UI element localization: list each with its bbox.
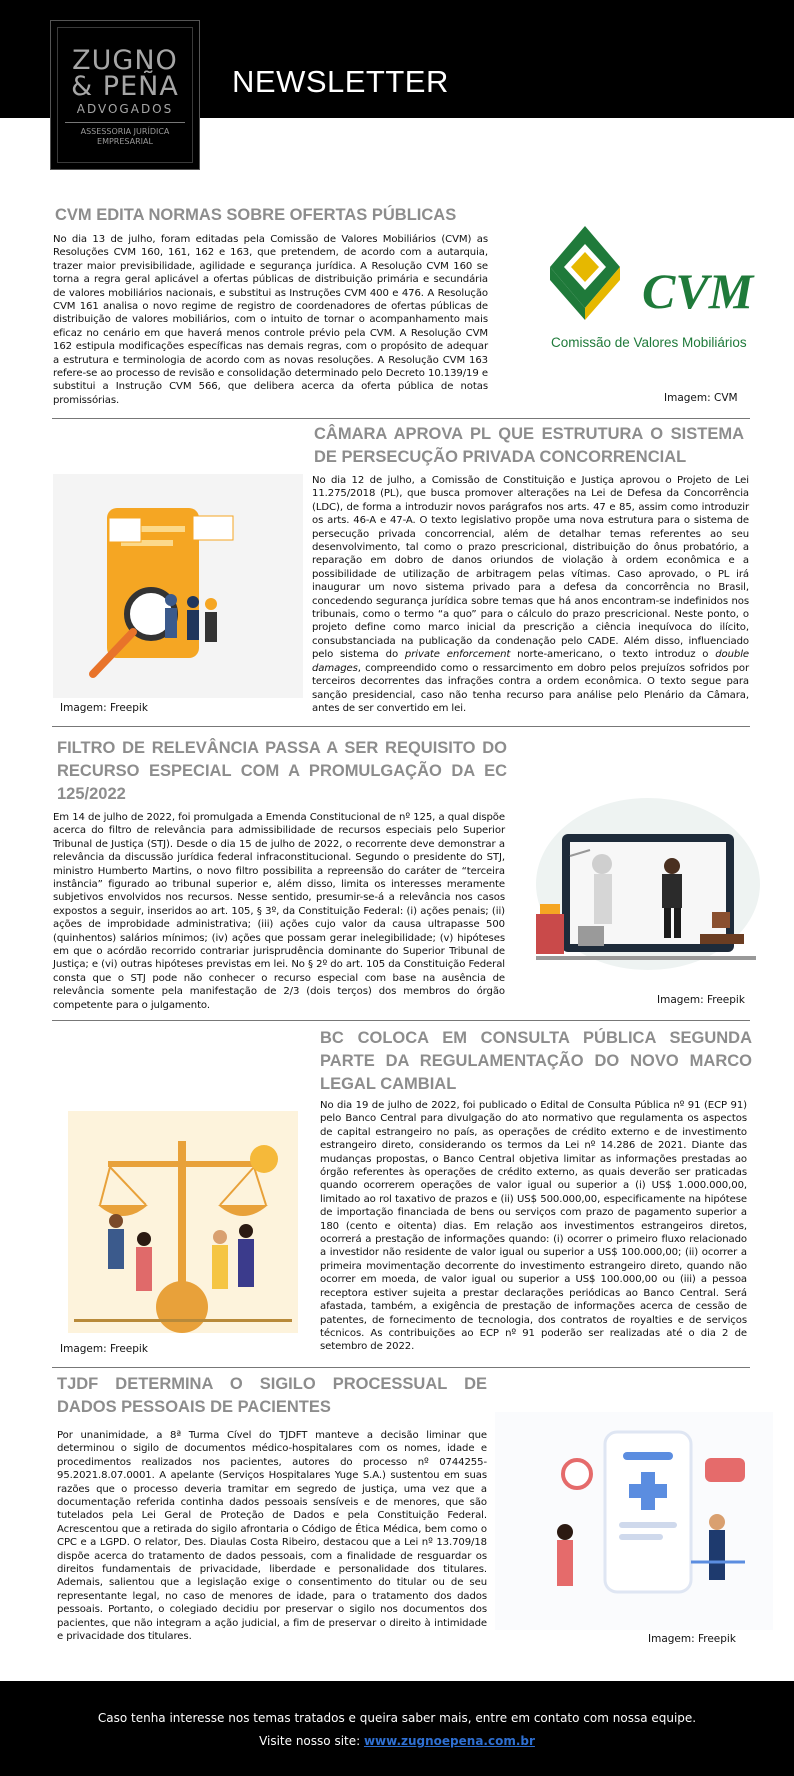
article-3-caption: Imagem: Freepik (657, 994, 745, 1006)
article-3-body: Em 14 de julho de 2022, foi promulgada a Emenda Constitucional de nº 125, a qual dispõe acerca do filtro de relevância para admissibilidade de recursos especiais pelo Superior Tribunal de Justiça (STJ). Desde o dia 15 de julho de 2022, o recorrente deve demonstrar a relevância da discussão jurídica federal infraconstitucional. Segundo o presidente do STJ, ministro Humberto Martins, o novo filtro possibilita a repreensão do caráter de “terceira instância” figurado ao tribunal superior e, além disso, limita os interesses meramente subjetivos envolvidos nos recursos. Nesse sentido, presumir-se-á a relevância nos casos expostos a seguir, inseridos ao art. 105, § 3º, da Constituição Federal: (i) ações penais; (ii) ações de improbidade administrativa; (iii) ações cujo valor da causa ultrapasse 500 (quinhentos) salários mínimos; (iv) ações que possam gerar inelegibilidade; (v) hipóteses em que o acórdão recorrido contrariar jurisprudência dominante do Superior Tribunal de Justiça; e (vi) outras hipóteses previstas em lei. No § 2º do art. 105 da Constituição Federal consta que o STJ pode não conhecer o recurso especial com base na ausência de relevância somente pela manifestação de 2/3 (dois terços) dos membros do órgão competente para o julgamento. (53, 812, 505, 1011)
footer-contact-text: Caso tenha interesse nos temas tratados e queira saber mais, entre em contato com nossa equipe. (97, 1711, 697, 1725)
article-1-caption: Imagem: CVM (664, 392, 738, 404)
article-1-title: CVM EDITA NORMAS SOBRE OFERTAS PÚBLICAS (55, 206, 457, 224)
article-2-body: No dia 12 de julho, a Comissão de Constituição e Justiça aprovou o Projeto de Lei 11.275/2018 (PL), que busca promover alterações na Lei de Defesa da Concorrência (LDC), de forma a introduzir novos parágrafos nos arts. 47 e 85, assim como introduzir os arts. 46-A e 47-A. O texto legislativo propõe uma nova estrutura para o sistema de persecução privada concorrencial, além de detalhar temas referentes ao seu desenvolvimento, tal como o prazo prescricional, distribuição do ônus probatório, a reparação em dobro de danos oriundos de violação à ordem econômica e a possibilidade de utilização de arbitragem pelas vítimas. Caso aprovado, o PL irá inaugurar um novo sistema privado para a defesa da concorrência no Brasil, concedendo segurança jurídica sobre temas que há anos encontram-se indefinidos nos tribunais, como o termo “a quo” para o cálculo do prazo prescricional. Neste ponto, o projeto define como marco inicial da prescrição a ciência inequívoca do ilícito, consubstanciada na publicação da condenação pelo CADE. Além disso, influenciado pelo sistema do private enforcement norte-americano, o texto introduz o double damages, compreendido como o ressarcimento em dobro pelos prejuízos sofridos por terceiros decorrentes das infrações contra a ordem econômica. O texto segue para sanção presidencial, caso não tenha recurso para análise pelo Plenário da Câmara, antes de ser convertido em lei. (312, 475, 750, 714)
medical-data-illustration (495, 1412, 773, 1630)
divider (52, 1020, 750, 1021)
article-2-title: CÂMARA APROVA PL QUE ESTRUTURA O SISTEMA DE PERSECUÇÃO PRIVADA CONCORRENCIAL (314, 425, 744, 466)
logo-tagline: ASSESSORIA JURÍDICA EMPRESARIAL (80, 127, 170, 146)
article-5-caption: Imagem: Freepik (648, 1633, 736, 1645)
divider (52, 1367, 750, 1368)
article-1-body: No dia 13 de julho, foram editadas pela Comissão de Valores Mobiliários (CVM) as Resoluções CVM 160, 161, 162 e 163, que pretendem, de acordo com a autarquia, trazer maior previsibilidade, agilidade e segurança jurídica. A Resolução CVM 160 se torna a regra geral aplicável a ofertas públicas de distribuição primária e secundária de valores mobiliários nacionais, e substitui as Instruções CVM 400 e 476. A Resolução CVM 161 analisa o novo regime de registro de coordenadores de ofertas públicas de distribuição de valores mobiliários, com o intuito de tornar o acompanhamento mais eficaz no cenário em que haverá menos controle prévio pela CVM. A Resolução CVM 162 estipula modificações específicas nas demais regras, com o propósito de adequar a estrutura e terminologia de acordo com as novas resoluções. A Resolução CVM 163 refere-se ao processo de revisão e consolidação determinado pelo Decreto 10.139/19 e substitui a Instrução CVM 566, que delibera acerca da oferta pública de notas promissórias. (53, 234, 488, 406)
svg-text:CVM: CVM (642, 263, 754, 319)
article-3-title: FILTRO DE RELEVÂNCIA PASSA A SER REQUISITO DO RECURSO ESPECIAL COM A PROMULGAÇÃO DA EC 125/2022 (57, 739, 507, 803)
footer-site-line: Visite nosso site: www.zugnoepena.com.br (259, 1734, 535, 1748)
logo-text-line2: & PEÑA (71, 71, 179, 102)
article-4-body: No dia 19 de julho de 2022, foi publicado o Edital de Consulta Pública nº 91 (ECP 91) pelo Banco Central para divulgação do ato normativo que regulamenta os aspectos de capital estrangeiro no país, as operações de crédito externo e de investimento estrangeiro direto, considerando os termos da Lei nº 14.286 de 2021. Diante das mudanças propostas, o Banco Central objetiva limitar as informações prestadas ao órgão referentes às operações de crédito externo, as quais deverão ser praticadas quando ocorrerem operações de valor igual ou superior a (i) US$ 1.000.000,00, limitado ao rol taxativo de prazos e (ii) US$ 500.000,00, especificamente na hipótese de importação financiada de bens ou serviços com prazo de pagamento superior a 180 (cento e oitenta) dias. Em relação aos investimentos estrangeiros diretos, ocorrerá a prestação de informações quando: (i) ocorrer o primeiro fluxo relacionado a investidor não residente de valor igual ou superior a US$ 100.000,00; (ii) ocorrer a primeira movimentação decorrente do investimento estrangeiro direto, quando não ocorrer em moeda, de valor igual ou superior a US$ 100.000,00 ou (iii) a pessoa receptora estiver sujeita a prestar declarações periódicas ao Banco Central. Será afastada, também, a exigência de prestação de informações acerca de cessão de patentes, de fornecimento de tecnologia, dos contratos de royalties e de serviços técnicos. As contribuições ao ECP nº 91 poderão ser realizadas até o dia 2 de setembro de 2022. (320, 1100, 747, 1353)
article-5-body: Por unanimidade, a 8ª Turma Cível do TJDFT manteve a decisão liminar que determinou o sigilo de documentos médico-hospitalares com os nomes, idade e procedimentos realizados nos pacientes, autores do processo nº 0744255-95.2021.8.07.0001. A apelante (Serviços Hospitalares Yuge S.A.) sustentou em suas razões que o processo deveria tramitar em segredo de justiça, uma vez que a documentação referida continha dados pessoais sensíveis e de menores, que são tutelados pela Lei Geral de Proteção de Dados e pela Constituição Federal. Acrescentou que a retirada do sigilo afrontaria o Código de Ética Médica, bem como o CPC e a LGPD. O relator, Des. Diaulas Costa Ribeiro, destacou que a Lei nº 13.709/18 dispõe acerca do tratamento de dados pessoais, com a finalidade de resguardar os direitos fundamentais de privacidade, liberdade e personalidade dos titulares. Ademais, salientou que a legislação exige o consentimento do titular ou de seu representante legal, no caso de menores de idade, para o tratamento dos dados pessoais. Portanto, o colegiado decidiu por preservar o sigilo nos documentos dos pacientes, que não integram a ação judicial, a fim de preservar o direito à intimidade e privacidade dos titulares. (57, 1430, 487, 1643)
competition-illustration (53, 474, 303, 698)
newsletter-title: NEWSLETTER (232, 64, 449, 99)
divider (52, 418, 750, 419)
footer-band (0, 1681, 794, 1776)
divider (52, 726, 750, 727)
article-2-caption: Imagem: Freepik (60, 702, 148, 714)
cvm-logo (548, 222, 758, 357)
svg-text:Comissão de Valores Mobiliário: Comissão de Valores Mobiliários (551, 335, 747, 350)
website-link[interactable]: www.zugnoepena.com.br (363, 1734, 535, 1748)
logo-text-line3: ADVOGADOS (76, 102, 174, 116)
article-4-title: BC COLOCA EM CONSULTA PÚBLICA SEGUNDA PARTE DA REGULAMENTAÇÃO DO NOVO MARCO LEGAL CAMBIAL (320, 1029, 752, 1093)
currency-scale-illustration (68, 1111, 298, 1333)
justice-illustration (530, 784, 762, 974)
article-4-caption: Imagem: Freepik (60, 1343, 148, 1355)
firm-logo (50, 20, 200, 170)
logo-text-line1: ZUGNO (72, 45, 178, 76)
article-5-title: TJDF DETERMINA O SIGILO PROCESSUAL DE DADOS PESSOAIS DE PACIENTES (57, 1375, 487, 1416)
